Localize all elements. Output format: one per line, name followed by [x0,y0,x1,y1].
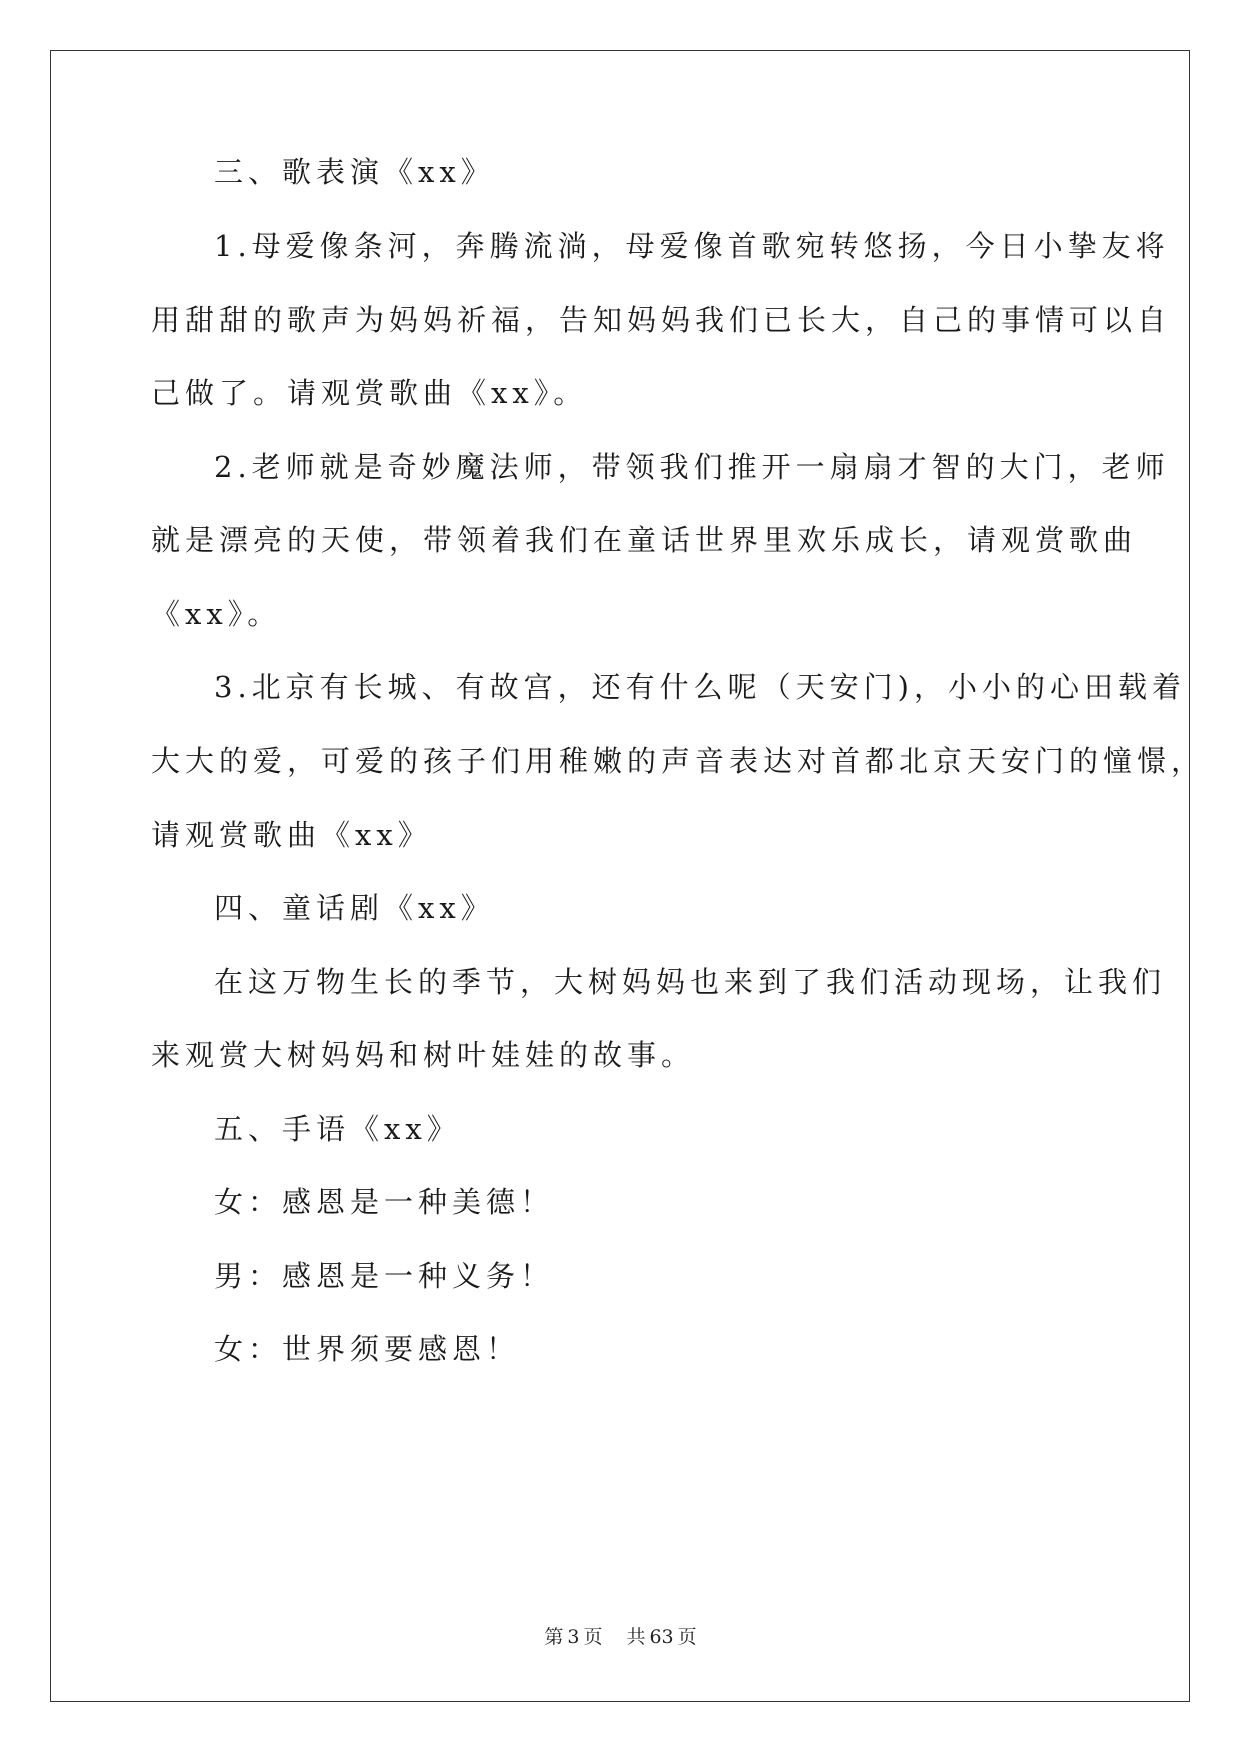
dialogue-line: 男：感恩是一种义务！ [214,1259,555,1293]
section-heading-song-performance: 三、歌表演《xx》 [214,155,495,189]
dialogue-line: 女：感恩是一种美德！ [214,1185,555,1219]
page-unit: 页 [583,1626,603,1648]
paragraph-line: 在这万物生长的季节，大树妈妈也来到了我们活动现场，让我们 [214,965,1167,999]
page-footer [0,1622,1241,1649]
paragraph-line: 1.母爱像条河，奔腾流淌，母爱像首歌宛转悠扬，今日小挚友将 [214,229,1170,263]
paragraph-line: 己做了。请观赏歌曲《xx》。 [151,376,588,410]
page-number: 3 [567,1626,580,1648]
paragraph-line: 来观赏大树妈妈和树叶娃娃的故事。 [151,1038,696,1072]
page-label: 第 [544,1626,564,1648]
paragraph-line: 2.老师就是奇妙魔法师，带领我们推开一扇扇才智的大门，老师 [214,450,1170,484]
total-unit: 页 [677,1626,697,1648]
section-heading-fairy-tale: 四、童话剧《xx》 [214,891,495,925]
paragraph-line: 大大的爱，可爱的孩子们用稚嫩的声音表达对首都北京天安门的憧憬， [151,744,1206,778]
dialogue-line: 女：世界须要感恩！ [214,1332,521,1366]
page-border [50,50,1206,1702]
total-label: 共 [626,1626,646,1648]
paragraph-line: 用甜甜的歌声为妈妈祈福，告知妈妈我们已长大，自己的事情可以自 [151,303,1172,337]
paragraph-line: 《xx》。 [151,597,282,631]
section-heading-sign-language: 五、手语《xx》 [214,1112,461,1146]
paragraph-line: 3.北京有长城、有故宫，还有什么呢（天安门)，小小的心田载着 [214,670,1186,704]
paragraph-line: 请观赏歌曲《xx》 [151,818,432,852]
total-pages: 63 [649,1626,674,1648]
paragraph-line: 就是漂亮的天使，带领着我们在童话世界里欢乐成长，请观赏歌曲 [151,523,1138,557]
